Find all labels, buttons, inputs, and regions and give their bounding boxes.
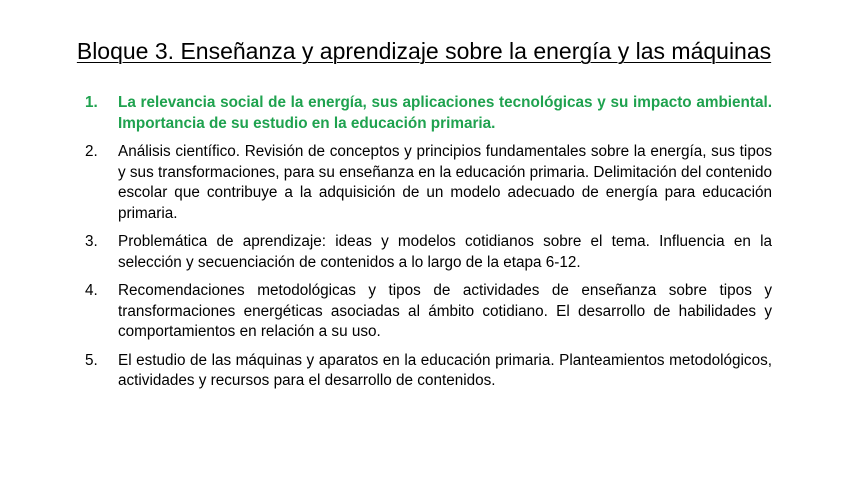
- topic-text: El estudio de las máquinas y aparatos en la educación primaria. Planteamientos metodológicos, actividades y recursos para el desarrollo de contenidos.: [118, 351, 772, 389]
- slide-title-text: Bloque 3. Enseñanza y aprendizaje sobre la energía y las máquinas: [76, 38, 772, 64]
- topic-item-3: [85, 232, 772, 273]
- topic-item-5: [85, 351, 772, 392]
- topic-list: [85, 93, 772, 400]
- topic-item-4: [85, 281, 772, 343]
- topic-number: 1.: [85, 94, 98, 111]
- topic-item-2: [85, 142, 772, 224]
- topic-item-1: [85, 93, 772, 134]
- topic-number: 4.: [85, 282, 98, 299]
- topic-text: Análisis científico. Revisión de conceptos y principios fundamentales sobre la energía, sus tipos y sus transformaciones, para su enseñanza en la educación primaria. Delimitación del contenido escolar que contribuye a la adquisición de un modelo adecuado de energía para educación primaria.: [118, 143, 772, 222]
- topic-text: Problemática de aprendizaje: ideas y modelos cotidianos sobre el tema. Influencia en la selección y secuenciación de contenidos a lo largo de la etapa 6-12.: [118, 233, 772, 271]
- slide-title: [0, 36, 848, 66]
- topic-text: Recomendaciones metodológicas y tipos de actividades de enseñanza sobre tipos y transformaciones energéticas asociadas al ámbito cotidiano. El desarrollo de habilidades y comportamientos en relación a su uso.: [118, 282, 772, 340]
- topic-number: 5.: [85, 351, 98, 369]
- topic-text: La relevancia social de la energía, sus aplicaciones tecnológicas y su impacto ambiental. Importancia de su estudio en la educación primaria.: [118, 94, 772, 132]
- topic-number: 3.: [85, 233, 98, 250]
- topic-number: 2.: [85, 143, 98, 160]
